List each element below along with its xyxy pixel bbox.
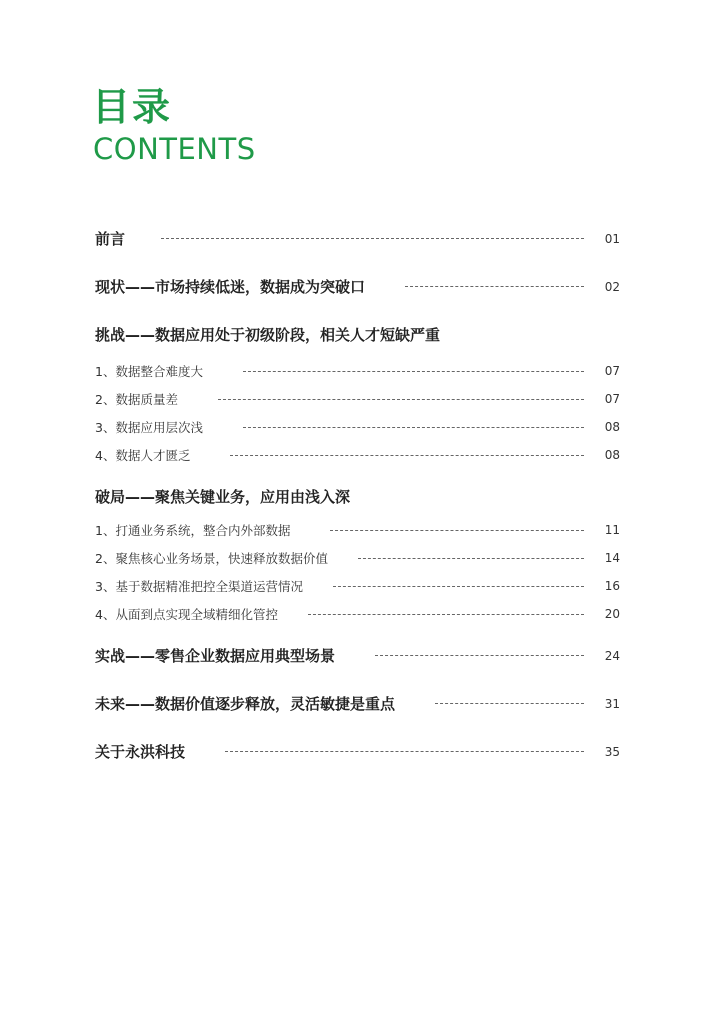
toc-entry-label: 关于永洪科技 bbox=[95, 743, 186, 761]
toc-entry-label: 1、数据整合难度大 bbox=[95, 364, 203, 379]
toc-page-number: 14 bbox=[604, 551, 620, 565]
toc-page-number: 31 bbox=[604, 696, 620, 711]
toc-entry-label: 4、数据人才匮乏 bbox=[95, 448, 191, 463]
toc-entry-label: 2、数据质量差 bbox=[95, 392, 178, 407]
toc-page-number: 35 bbox=[604, 744, 620, 759]
dotted-leader bbox=[333, 586, 584, 587]
toc-subentry[interactable] bbox=[95, 446, 620, 464]
toc-page-number: 11 bbox=[604, 523, 620, 537]
toc-entry-label: 实战——零售企业数据应用典型场景 bbox=[95, 647, 336, 665]
toc-section-challenge[interactable]: 挑战——数据应用处于初级阶段，相关人才短缺严重 bbox=[95, 326, 441, 344]
toc-entry-future[interactable] bbox=[95, 693, 620, 714]
page-title-english: CONTENTS bbox=[93, 132, 256, 166]
toc-subentry[interactable] bbox=[95, 390, 620, 408]
dotted-leader bbox=[230, 455, 584, 456]
toc-page-number: 07 bbox=[604, 392, 620, 406]
toc-entry-label: 3、基于数据精准把控全渠道运营情况 bbox=[95, 579, 303, 594]
dotted-leader bbox=[405, 286, 584, 287]
toc-entry-label: 前言 bbox=[95, 230, 126, 248]
toc-entry-preface[interactable] bbox=[95, 228, 620, 249]
dotted-leader bbox=[330, 530, 584, 531]
toc-subentry[interactable] bbox=[95, 521, 620, 539]
toc-page-number: 24 bbox=[604, 648, 620, 663]
dotted-leader bbox=[308, 614, 584, 615]
toc-entry-label: 现状——市场持续低迷，数据成为突破口 bbox=[95, 278, 366, 296]
toc-entry-label: 3、数据应用层次浅 bbox=[95, 420, 203, 435]
dotted-leader bbox=[435, 703, 584, 704]
dotted-leader bbox=[243, 427, 584, 428]
toc-subentry[interactable] bbox=[95, 549, 620, 567]
toc-page-number: 16 bbox=[604, 579, 620, 593]
dotted-leader bbox=[225, 751, 584, 752]
toc-page-number: 02 bbox=[604, 279, 620, 294]
dotted-leader bbox=[218, 399, 584, 400]
toc-subentry[interactable] bbox=[95, 577, 620, 595]
toc-page-number: 01 bbox=[604, 231, 620, 246]
dotted-leader bbox=[243, 371, 584, 372]
toc-entry-status[interactable] bbox=[95, 276, 620, 297]
toc-page-number: 07 bbox=[604, 364, 620, 378]
toc-entry-label: 未来——数据价值逐步释放，灵活敏捷是重点 bbox=[95, 695, 396, 713]
page-title-chinese: 目录 bbox=[92, 85, 173, 129]
toc-page-number: 08 bbox=[604, 420, 620, 434]
dotted-leader bbox=[358, 558, 584, 559]
toc-page-number: 20 bbox=[604, 607, 620, 621]
toc-subentry[interactable] bbox=[95, 418, 620, 436]
dotted-leader bbox=[161, 238, 584, 239]
toc-entry-label: 4、从面到点实现全域精细化管控 bbox=[95, 607, 278, 622]
toc-entry-about[interactable] bbox=[95, 741, 620, 762]
toc-entry-label: 2、聚焦核心业务场景，快速释放数据价值 bbox=[95, 551, 328, 566]
dotted-leader bbox=[375, 655, 584, 656]
toc-entry-label: 1、打通业务系统，整合内外部数据 bbox=[95, 523, 291, 538]
toc-subentry[interactable] bbox=[95, 362, 620, 380]
toc-entry-practice[interactable] bbox=[95, 645, 620, 666]
toc-page-number: 08 bbox=[604, 448, 620, 462]
toc-section-breakthrough[interactable]: 破局——聚焦关键业务，应用由浅入深 bbox=[95, 488, 351, 506]
toc-subentry[interactable] bbox=[95, 605, 620, 623]
